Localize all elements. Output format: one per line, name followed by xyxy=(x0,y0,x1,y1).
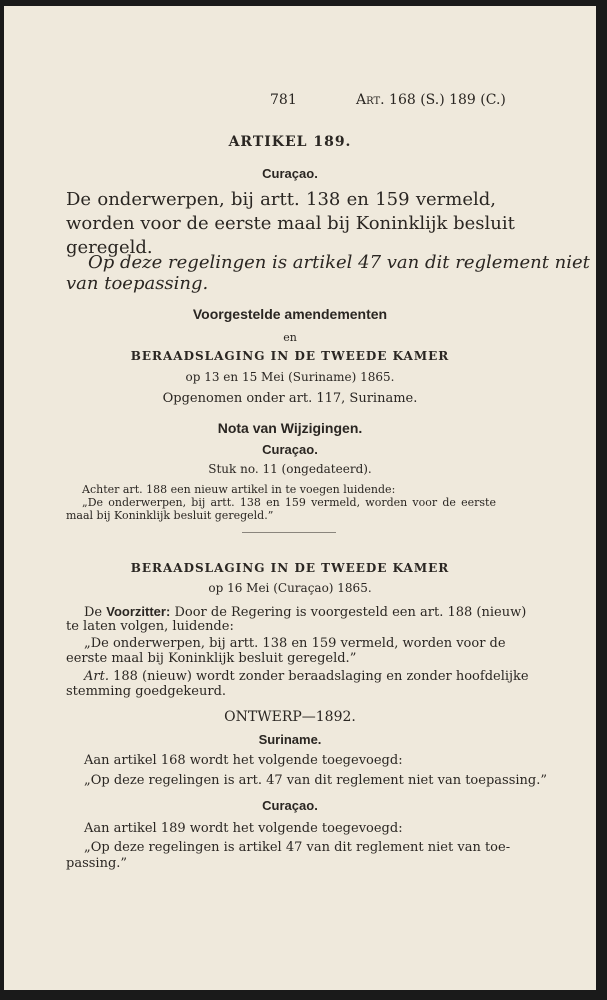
result-line xyxy=(84,669,529,684)
included-note: Opgenomen onder art. 117, Suriname. xyxy=(162,391,418,406)
debate-date: op 13 en 15 Mei (Suriname) 1865. xyxy=(185,370,395,384)
page-number: 781 xyxy=(270,92,297,108)
book-page xyxy=(4,6,596,990)
article-title: ARTIKEL 189. xyxy=(228,134,352,150)
nota-region: Curaçao. xyxy=(262,442,318,457)
article-text-line-1: De onderwerpen, bij artt. 138 en 159 vermeld, xyxy=(66,189,496,210)
section-divider xyxy=(242,532,336,533)
suriname-line-2: „Op deze regelingen is art. 47 van dit reglement niet van toepassing.” xyxy=(84,773,547,788)
speaker-name: Voorzitter: xyxy=(106,604,171,619)
result-label: Art. xyxy=(84,669,109,684)
nota-line-3: maal bij Koninklijk besluit geregeld.” xyxy=(66,509,274,522)
running-head: Art. 168 (S.) 189 (C.) xyxy=(356,92,506,108)
debate2-quote-2: eerste maal bij Koninklijk besluit geregeld.” xyxy=(66,651,357,666)
article-text-line-3: geregeld. xyxy=(66,237,153,258)
curacao-title: Curaçao. xyxy=(262,798,318,813)
speaker-text-2: te laten volgen, luidende: xyxy=(66,619,234,634)
speaker-text-1: Door de Regering is voorgesteld een art. 188 (nieuw) xyxy=(174,605,527,620)
suriname-line-1: Aan artikel 168 wordt het volgende toegevoegd: xyxy=(84,753,403,768)
curacao-line-1: Aan artikel 189 wordt het volgende toegevoegd: xyxy=(84,821,403,836)
amendments-connector: en xyxy=(283,331,297,344)
speaker-label: De xyxy=(84,605,103,620)
nota-line-2: „De onderwerpen, bij artt. 138 en 159 vermeld, worden voor de eerste xyxy=(82,496,496,509)
article-text-line-2: worden voor de eerste maal bij Koninklijk besluit xyxy=(66,213,515,234)
curacao-line-3: passing.” xyxy=(66,856,128,871)
nota-line-1: Achter art. 188 een nieuw artikel in te voegen luidende: xyxy=(82,483,396,496)
curacao-line-2: „Op deze regelingen is artikel 47 van dit reglement niet van toe- xyxy=(84,840,511,855)
article-region: Curaçao. xyxy=(262,166,318,181)
nota-document: Stuk no. 11 (ongedateerd). xyxy=(208,462,372,476)
suriname-title: Suriname. xyxy=(258,732,322,747)
result-text-1: 188 (nieuw) wordt zonder beraadslaging en zonder hoofdelijke xyxy=(113,669,529,684)
result-text-2: stemming goedgekeurd. xyxy=(66,684,227,699)
nota-title: Nota van Wijzigingen. xyxy=(217,420,363,436)
debate-title: BERAADSLAGING IN DE TWEEDE KAMER xyxy=(130,349,450,363)
article-italic-line-2: van toepassing. xyxy=(66,273,209,294)
amendments-title: Voorgestelde amendementen xyxy=(192,306,388,322)
debate2-title: BERAADSLAGING IN DE TWEEDE KAMER xyxy=(130,561,450,575)
speaker-line xyxy=(84,604,526,620)
debate2-date: op 16 Mei (Curaçao) 1865. xyxy=(208,581,372,595)
article-italic-line-1: Op deze regelingen is artikel 47 van dit reglement niet xyxy=(88,252,590,273)
debate2-quote-1: „De onderwerpen, bij artt. 138 en 159 vermeld, worden voor de xyxy=(84,636,506,651)
ontwerp-title: ONTWERP—1892. xyxy=(224,709,356,725)
